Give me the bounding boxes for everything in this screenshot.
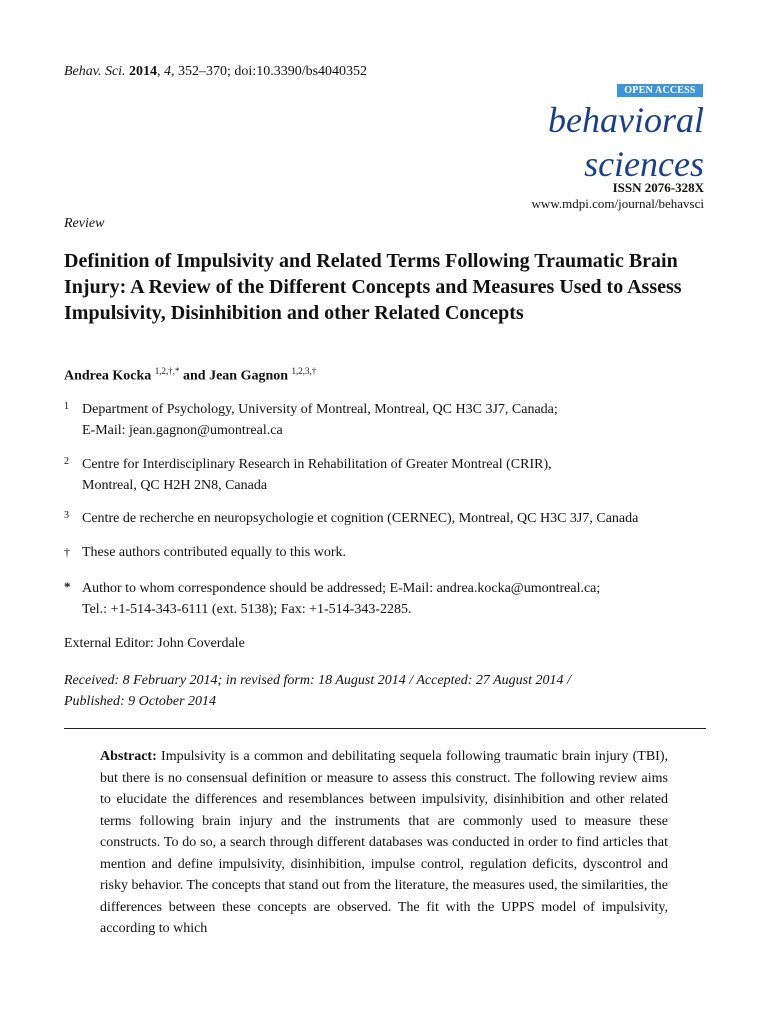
dates-line: Published: 9 October 2014 (64, 694, 217, 709)
affiliation-line: Centre de recherche en neuropsychologie et cognition (CERNEC), Montreal, QC H3C 3J7, Canada (82, 511, 639, 526)
affiliation (82, 399, 722, 441)
citation-volume: 4 (164, 64, 172, 79)
affiliation-line: Montreal, QC H2H 2N8, Canada (82, 478, 268, 493)
citation-year: 2014 (129, 64, 158, 79)
abstract-label: Abstract: (100, 749, 157, 764)
affiliation-number: 3 (64, 510, 69, 521)
dagger-mark: † (64, 545, 70, 559)
open-access-badge: OPEN ACCESS (617, 84, 703, 97)
abstract-text: Impulsivity is a common and debilitating sequela following traumatic brain injury (TBI), but there is no consensual definition or measure to assess this construct. The following review aims to elucidate the differences and resemblances between impulsivity, disinhibition and other related terms following brain injury and the instruments that are commonly used to measure these constructs. To do so, a search through different databases was conducted in order to find articles that mention and define impulsivity, disinhibition, impulse control, regulation deficits, dyscontrol and risky behavior. The concepts that stand out from the literature, the measures used, the similarities, the differences between these concepts are observed. The fit with the UPPS model of impulsivity, according to which (100, 749, 668, 936)
affiliation (82, 508, 722, 529)
author-list (64, 366, 316, 385)
publication-dates (64, 670, 704, 712)
affiliation-email[interactable]: E-Mail: jean.gagnon@umontreal.ca (82, 423, 283, 438)
journal-name-line2: sciences (584, 144, 704, 184)
author-affiliation-marks: 1,2,†,* (154, 366, 180, 376)
journal-website[interactable]: www.mdpi.com/journal/behavsci (531, 196, 704, 211)
dates-line: Received: 8 February 2014; in revised form: 18 August 2014 / Accepted: 27 August 2014 / (64, 673, 571, 688)
journal-abbrev: Behav. Sci. (64, 64, 126, 79)
asterisk-mark: * (64, 579, 71, 594)
affiliation-line: Author to whom correspondence should be addressed; E-Mail: andrea.kocka@umontreal.ca; (82, 581, 601, 596)
citation-line: Behav. Sci. 2014, 4, 352–370; doi:10.3390/bs4040352 (64, 64, 368, 79)
author-connector: and (179, 368, 210, 384)
affiliation-number: 1 (64, 401, 69, 412)
journal-logo (548, 98, 704, 186)
article-title: Definition of Impulsivity and Related Terms Following Traumatic Brain Injury: A Review of the Different Concepts and Measures Used to Assess Impulsivity, Disinhibition and other Related Concepts (64, 250, 682, 324)
equal-contribution-note (82, 542, 722, 563)
horizontal-rule (64, 728, 706, 729)
abstract (100, 746, 668, 940)
author-name: Andrea Kocka (64, 368, 152, 384)
affiliation (82, 454, 722, 496)
article-type: Review (64, 216, 105, 231)
issn: ISSN 2076-328X (612, 180, 704, 195)
external-editor: External Editor: John Coverdale (64, 636, 245, 651)
affiliation-number: 2 (64, 456, 69, 467)
journal-name-line1: behavioral (548, 100, 704, 140)
affiliation-line: Centre for Interdisciplinary Research in Rehabilitation of Greater Montreal (CRIR), (82, 457, 552, 472)
citation-rest: , 352–370; doi:10.3390/bs4040352 (171, 64, 368, 79)
affiliation-line: Department of Psychology, University of Montreal, Montreal, QC H3C 3J7, Canada; (82, 402, 558, 417)
correspondence-note (82, 578, 722, 620)
author-name: Jean Gagnon (209, 368, 289, 384)
affiliation-line: These authors contributed equally to this work. (82, 545, 346, 560)
author-affiliation-marks: 1,2,3,† (291, 366, 317, 376)
affiliation-line: Tel.: +1-514-343-6111 (ext. 5138); Fax: +1-514-343-2285. (82, 602, 412, 617)
